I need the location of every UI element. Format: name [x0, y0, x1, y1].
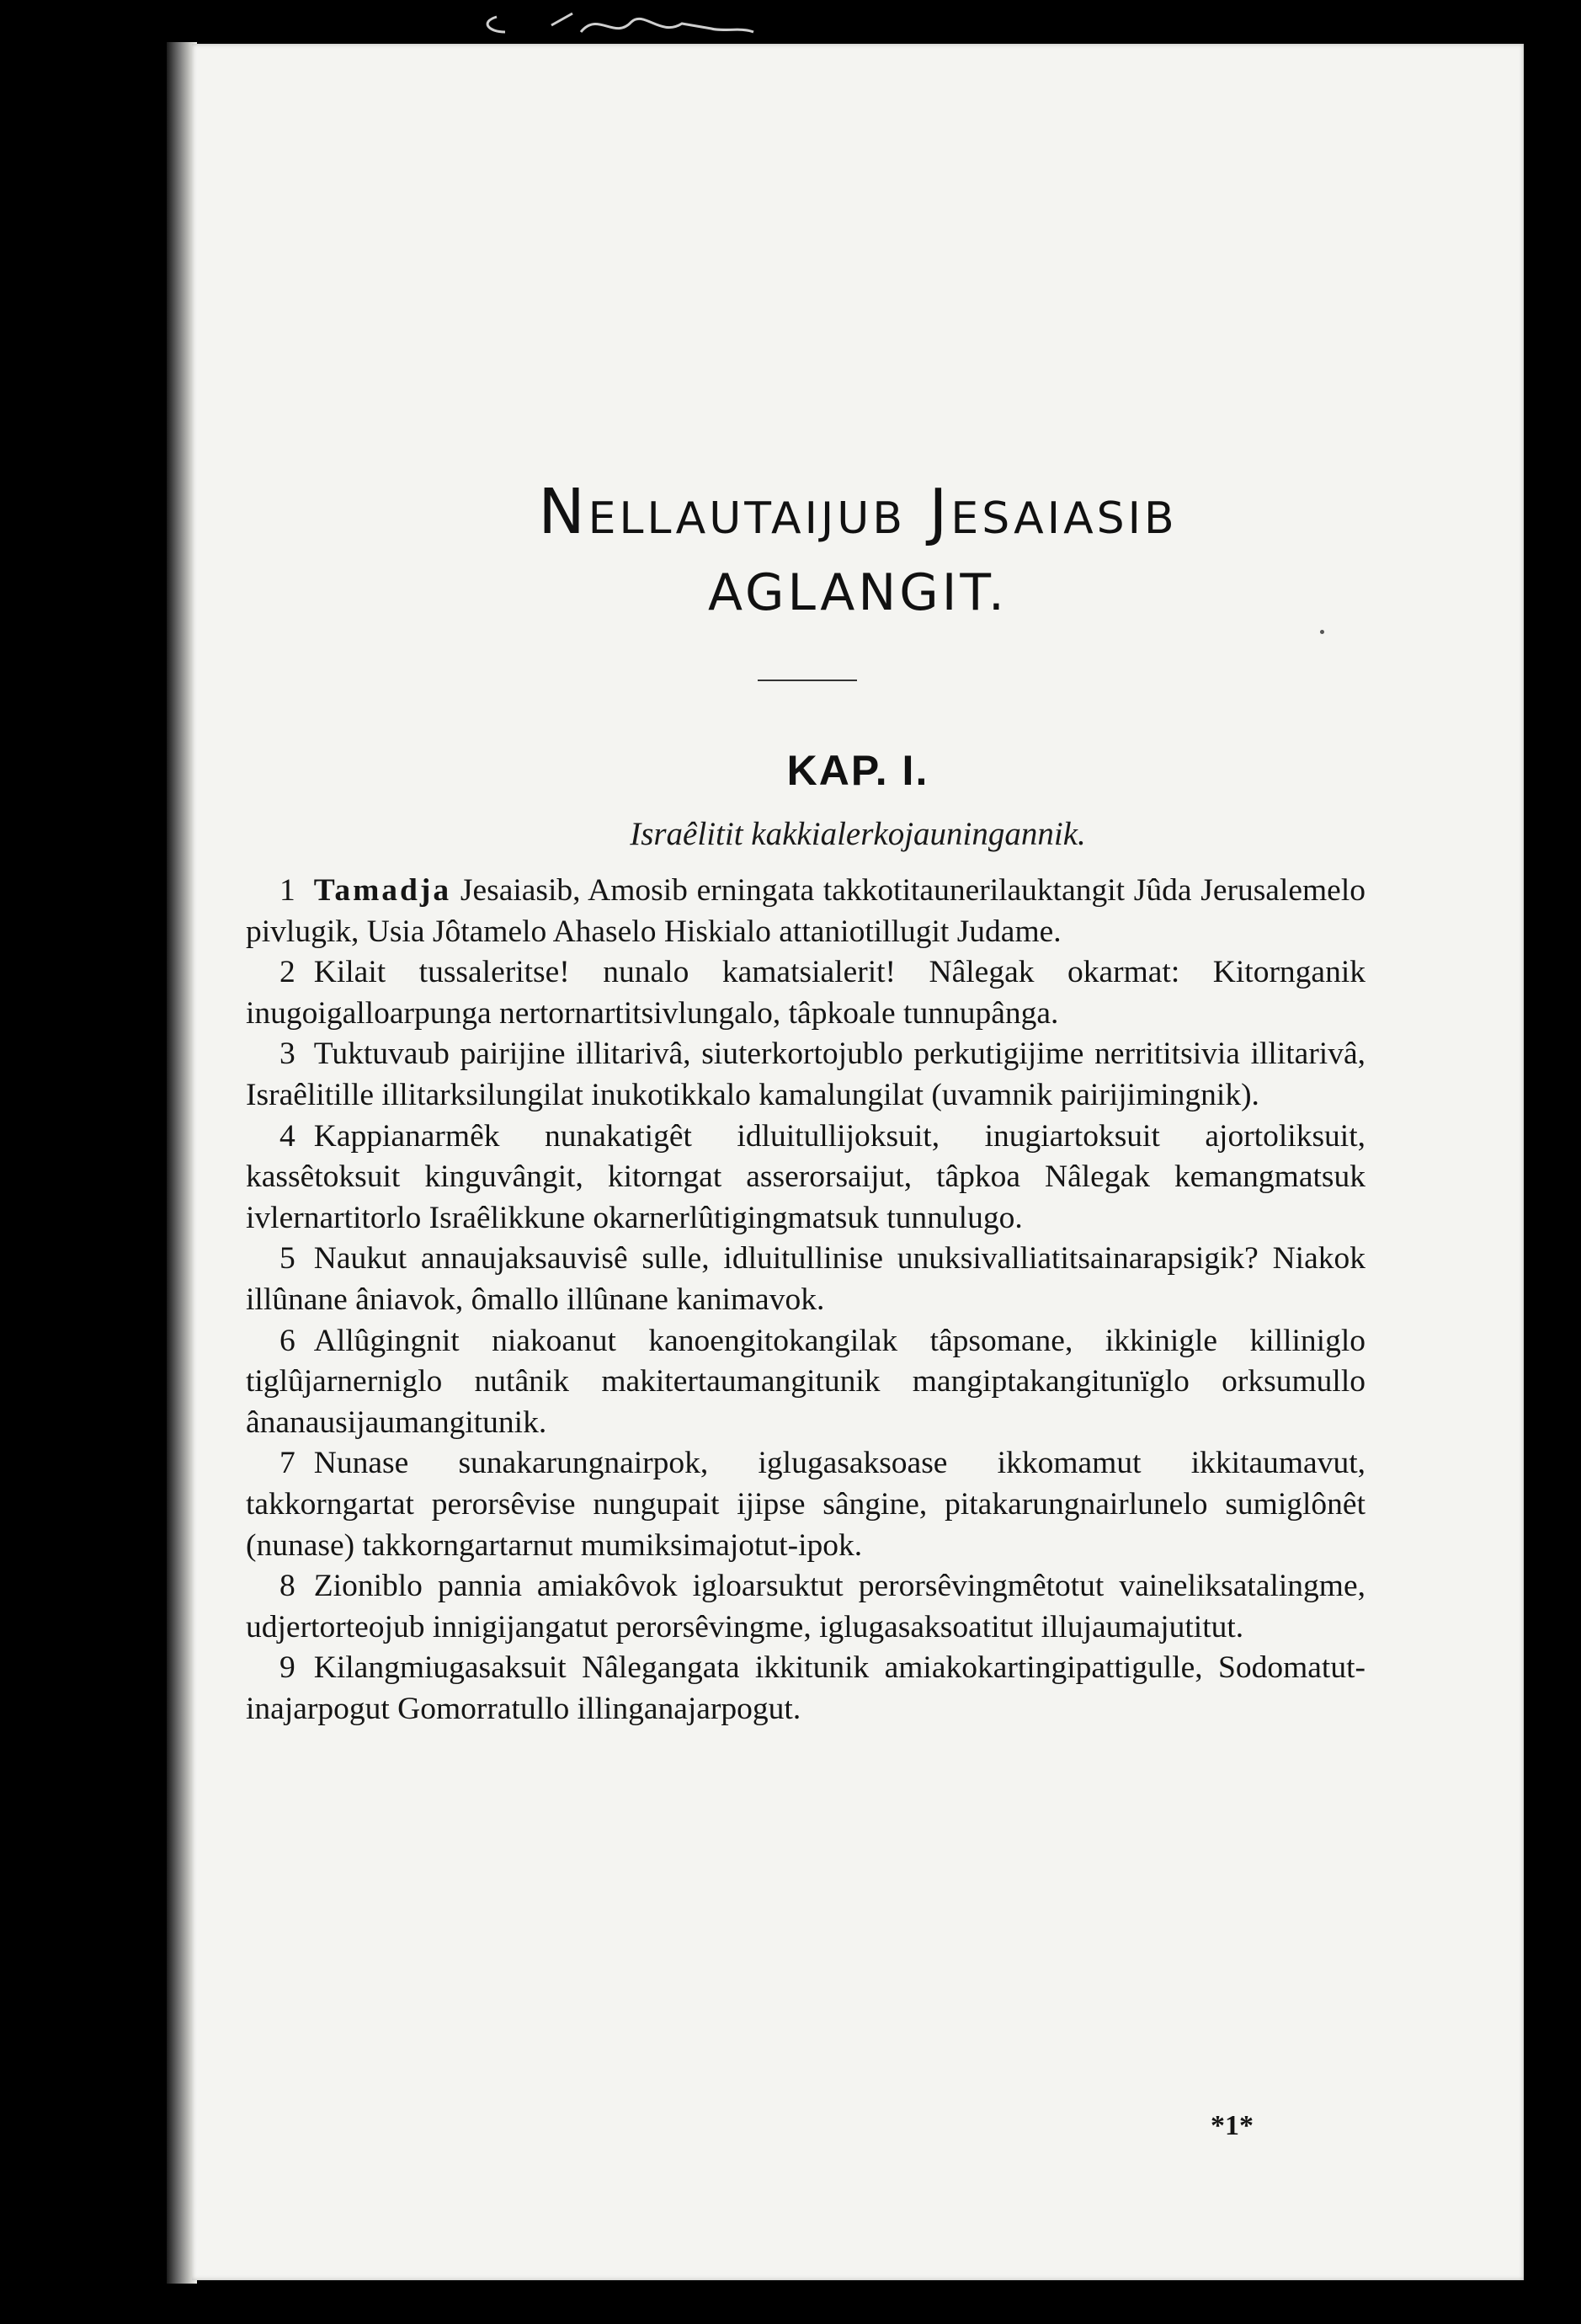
page-signature: *1*	[1211, 2110, 1254, 2141]
verse-number: 8	[279, 1569, 295, 1604]
verse	[246, 1117, 1365, 1239]
verse-text: Tuktuvaub pairijine illitarivâ, siuterkortojublo perkutigijime nerrititsivia illitarivâ, Israêlitille illitarksilungilat inukotikkalo kamalungilat (uvamnik pairijimingnik).	[246, 1037, 1365, 1112]
chapter-heading: KAP. I.	[786, 747, 929, 794]
chapter-summary: Israêlitit kakkialerkojauningannik.	[630, 816, 1086, 852]
verse-text: Nunase sunakarungnairpok, iglugasaksoase ikkomamut ikkitaumavut, takkorngartat perorsêvise nungupait ijipse sângine, pitakarungnairlunelo sumiglônêt (nunase) takkorngartarnut mumiksimajotut-ipok.	[246, 1446, 1365, 1563]
verse	[246, 1321, 1365, 1444]
verse-number: 4	[279, 1118, 295, 1154]
verse-lead-word: Tamadja	[313, 873, 452, 908]
verse-number: 5	[279, 1241, 295, 1277]
verse-text: Zioniblo pannia amiakôvok igloarsuktut perorsêvingmêtotut vaineliksatalingme, udjertorteojub innigijangatut perorsêvingme, iglugasaksoatitut illujaumajutitut.	[246, 1569, 1365, 1644]
verse-number: 3	[279, 1037, 295, 1072]
verse-number: 1	[279, 873, 295, 908]
verse-number: 7	[279, 1446, 295, 1481]
verse-text: Allûgingnit niakoanut kanoengitokangilak tâpsomane, ikkinigle killiniglo tiglûjarnerniglo nutânik makitertaumangitunik mangiptakangitunïglo orksumullo ânanausijaumangitunik.	[246, 1323, 1365, 1440]
verse-text: Kilangmiugasaksuit Nâlegangata ikkitunik amiakokartingipattigulle, Sodomatut-inajarpogut Gomorratullo illinganajarpogut.	[246, 1650, 1365, 1726]
verse-text: Jesaiasib, Amosib erningata takkotitaunerilauktangit Jûda Jerusalemelo pivlugik, Usia Jôtamelo Ahaselo Hiskialo attaniotillugit Judame.	[246, 873, 1365, 949]
verse-number: 2	[279, 955, 295, 990]
handwritten-mark	[471, 7, 825, 45]
verse-text: Naukut annaujaksauvisê sulle, idluitullinise unuksivalliatitsainarapsigik? Niakok illûnane âniavok, ômallo illûnane kanimavok.	[246, 1241, 1365, 1317]
verse-text: Kappianarmêk nunakatigêt idluitullijoksuit, inugiartoksuit ajortoliksuit, kassêtoksuit kinguvângit, kitorngat asserorsaijut, tâpkoa Nâlegak kemangmatsuk ivlernartitorlo Israêlikkune okarnerlûtigingmatsuk tunnulugo.	[246, 1118, 1365, 1235]
verse-number: 9	[279, 1650, 295, 1686]
print-speck	[1320, 630, 1324, 634]
verse	[246, 1648, 1365, 1730]
verse	[246, 952, 1365, 1034]
title-line-1: Nellautaijub Jesaiasib	[538, 476, 1178, 548]
verse	[246, 1566, 1365, 1648]
title-line-2: AGLANGIT.	[707, 563, 1008, 622]
verse	[246, 871, 1365, 952]
verse-text: Kilait tussaleritse! nunalo kamatsialerit! Nâlegak okarmat: Kitornganik inugoigalloarpunga nertornartitsivlungalo, tâpkoale tunnupânga.	[246, 955, 1365, 1031]
verse	[246, 1443, 1365, 1566]
verse	[246, 1034, 1365, 1116]
verse	[246, 1239, 1365, 1320]
book-title	[192, 472, 1524, 633]
chapter-text	[246, 871, 1365, 1730]
verse-number: 6	[279, 1323, 295, 1358]
title-divider	[758, 680, 857, 681]
